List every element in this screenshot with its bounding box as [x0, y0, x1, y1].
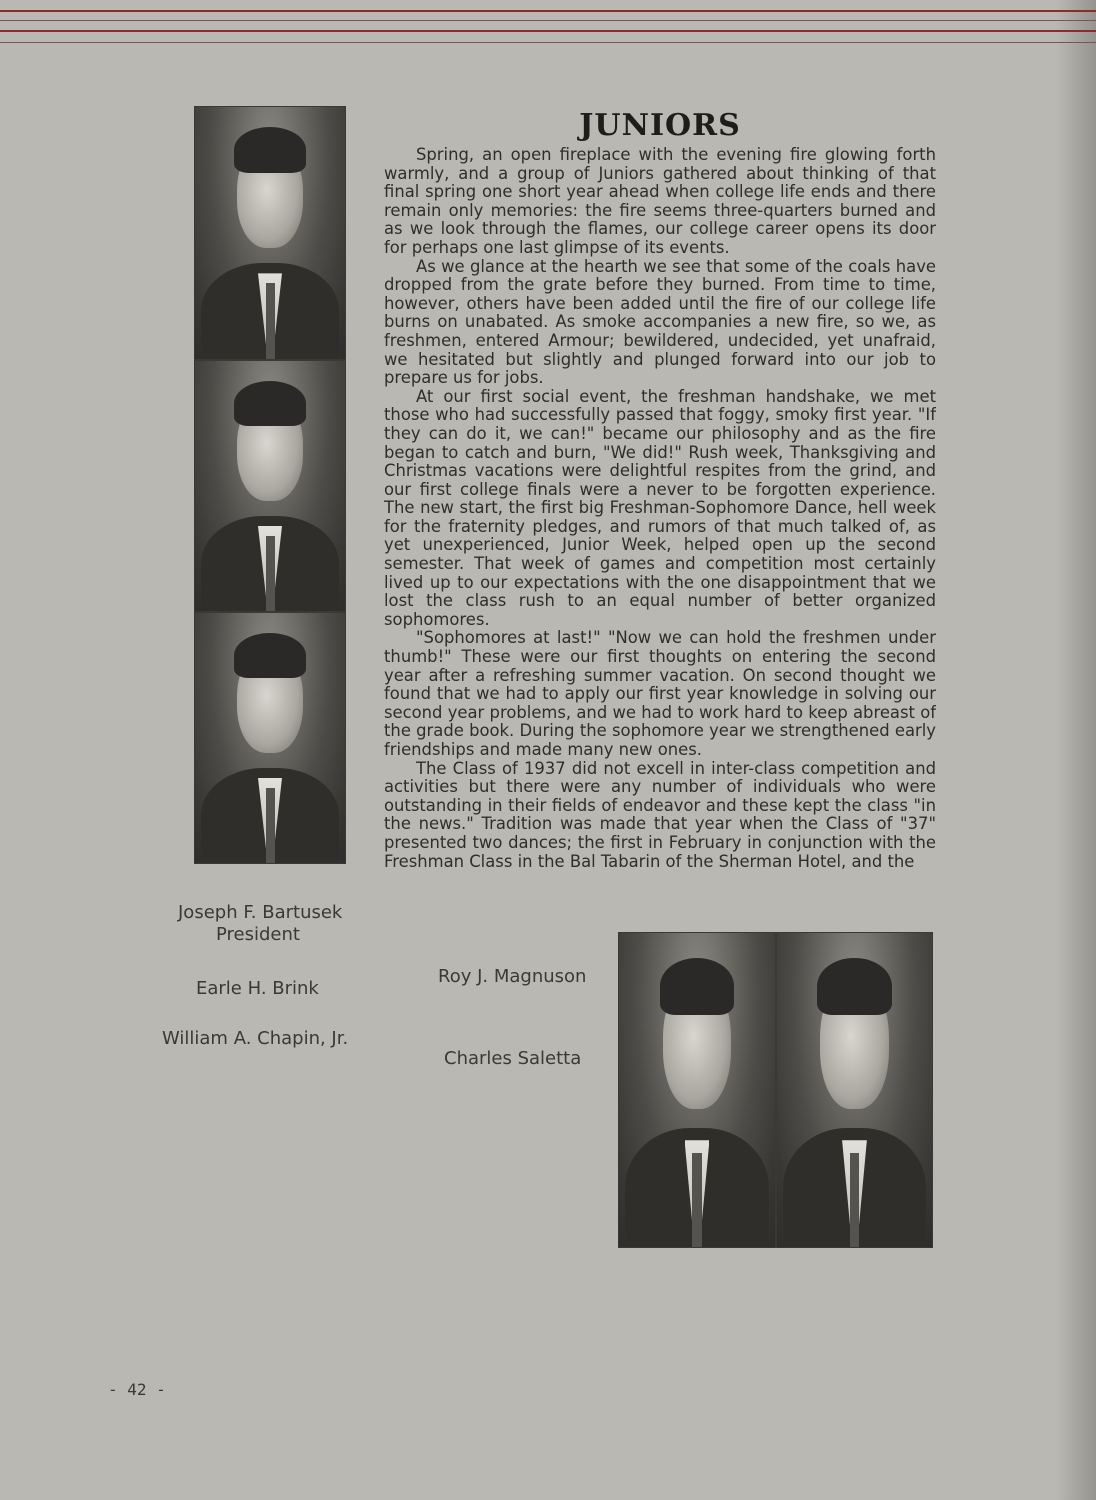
- caption-saletta: Charles Saletta: [444, 1048, 582, 1069]
- header-rule-1: [0, 10, 1096, 12]
- portrait-saletta: [776, 932, 933, 1248]
- portrait-chapin: [194, 612, 346, 864]
- page-edge-shadow: [1056, 0, 1096, 1500]
- paragraph: "Sophomores at last!" "Now we can hold the freshmen under thumb!" These were our first thoughts on entering the second year after a refreshing summer vacation. On second thought we found that we had to apply our first year knowledge in solving our second year problems, and we had to work hard to keep abreast of the grade book. During the sophomore year we strengthened early friendships and made many new ones.: [384, 628, 936, 759]
- paragraph: At our first social event, the freshman handshake, we met those who had successfully passed that foggy, smoky first year. "If they can do it, we can!" became our philosophy and as the fire began to catch and burn, "We did!" Rush week, Thanksgiving and Christmas vacations were delightful respites from the grind, and our first college finals were a never to be forgotten experience. The new start, the first big Freshman-Sophomore Dance, hell week for the fraternity pledges, and rumors of that much talked of, as yet unexperienced, Junior Week, helped open up the second semester. That week of games and competition most certainly lived up to our expectations with the one disappointment that we lost the class rush to an equal number of better organized sophomores.: [384, 386, 936, 629]
- paragraph: As we glance at the hearth we see that some of the coals have dropped from the grate before they burned. From time to time, however, others have been added until the fire of our college life burns on unabated. As smoke accompanies a new fire, so we, as freshmen, entered Armour; bewildered, undecided, yet unafraid, we hesitated but slightly and plunged forward into our job to prepare us for jobs.: [384, 256, 936, 388]
- header-rule-2: [0, 20, 1096, 21]
- caption-bartusek-title: President: [216, 924, 300, 945]
- paragraph: Spring, an open fireplace with the evening fire glowing forth warmly, and a group of Juniors gathered about thinking of that final spring one short year ahead when college life ends and there remain only memories: the fire seems three-quarters burned and as we look through the flames, our college career opens its door for perhaps one last glimpse of its events.: [384, 146, 936, 257]
- caption-brink: Earle H. Brink: [196, 978, 319, 999]
- article-body: [384, 146, 936, 874]
- caption-magnuson: Roy J. Magnuson: [438, 966, 587, 987]
- portrait-brink: [194, 360, 346, 612]
- page-number: - 42 -: [108, 1380, 166, 1399]
- header-rule-4: [0, 42, 1096, 43]
- caption-chapin: William A. Chapin, Jr.: [162, 1028, 349, 1049]
- header-rule-3: [0, 30, 1096, 32]
- portrait-bartusek: [194, 106, 346, 360]
- page-title: JUNIORS: [579, 108, 741, 143]
- caption-bartusek-name: Joseph F. Bartusek: [178, 902, 343, 923]
- paragraph: The Class of 1937 did not excell in inter-class competition and activities but there were any number of individuals who were outstanding in their fields of endeavor and these kept the class "in the news." Tradition was made that year when the Class of "37" presented two dances; the first in February in conjunction with the Freshman Class in the Bal Tabarin of the Sherman Hotel, and the: [384, 758, 936, 871]
- portrait-magnuson: [618, 932, 776, 1248]
